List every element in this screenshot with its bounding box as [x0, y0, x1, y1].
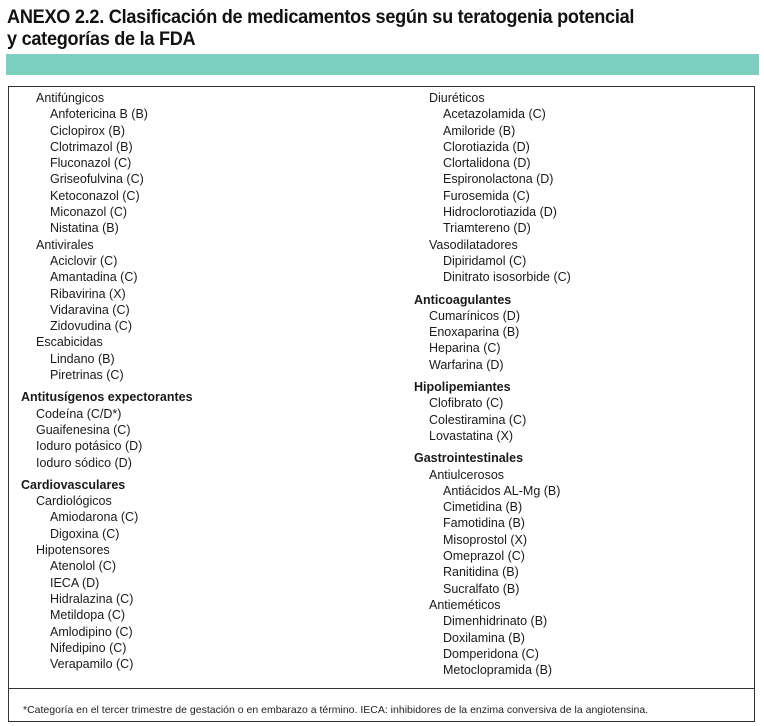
subgroup-item: Heparina (C) [429, 341, 501, 356]
drug-item: Vidaravina (C) [50, 302, 130, 317]
subgroup-item: Antivirales [36, 237, 94, 252]
subgroup-item: Hipotensores [36, 543, 110, 558]
drug-item: Sucralfato (B) [443, 581, 520, 596]
drug-item: Misoprostol (X) [443, 532, 528, 547]
section-heading: Hipolipemiantes [414, 380, 511, 395]
subgroup-item: Diuréticos [429, 91, 485, 105]
drug-item: Zidovudina (C) [50, 319, 132, 334]
subgroup-item: Ioduro sódico (D) [36, 455, 132, 470]
drug-item: Fluconazol (C) [50, 156, 132, 171]
subgroup-item: Clofibrato (C) [429, 396, 504, 411]
drug-item: Hidralazina (C) [50, 591, 134, 606]
subgroup-item: Cardiológicos [36, 494, 112, 509]
drug-item: Nistatina (B) [50, 221, 119, 236]
drug-item: Amlodipino (C) [50, 624, 133, 639]
drug-item: Digoxina (C) [50, 526, 120, 541]
drug-item: Triamtereno (D) [443, 221, 531, 236]
drug-item: Atenolol (C) [50, 559, 116, 574]
drug-item: Acetazolamida (C) [443, 107, 546, 122]
drug-item: Piretrinas (C) [50, 368, 124, 383]
drug-item: Amiloride (B) [443, 123, 516, 138]
accent-band [6, 54, 759, 75]
drug-item: Lindano (B) [50, 351, 115, 366]
drug-item: Metoclopramida (B) [443, 663, 553, 678]
subgroup-item: Antieméticos [429, 597, 501, 612]
subgroup-item: Antiulcerosos [429, 467, 505, 482]
drug-item: Verapamilo (C) [50, 657, 134, 672]
drug-item: Nifedipino (C) [50, 640, 127, 655]
subgroup-item: Warfarina (D) [429, 357, 504, 372]
page-title [7, 6, 705, 50]
drug-item: Ciclopirox (B) [50, 123, 126, 138]
drug-item: Dipiridamol (C) [443, 253, 527, 268]
section-heading: Gastrointestinales [414, 451, 524, 466]
drug-item: Espironolactona (D) [443, 172, 554, 187]
drug-item: Cimetidina (B) [443, 500, 523, 515]
drug-item: Furosemida (C) [443, 188, 530, 203]
subgroup-item: Antifúngicos [36, 91, 105, 105]
drug-item: Ribavirina (X) [50, 286, 126, 301]
section-heading: Cardiovasculares [21, 477, 126, 492]
footnote: *Categoría en el tercer trimestre de gestación o en embarazo a término. IECA: inhibidores de la enzima conversiva de la angiotensina. [23, 704, 649, 716]
drug-item: Dinitrato isosorbide (C) [443, 270, 571, 285]
title-line-2: y categorías de la FDA [7, 28, 196, 50]
drug-item: Clotrimazol (B) [50, 139, 133, 154]
drug-item: Famotidina (B) [443, 516, 525, 531]
subgroup-item: Guaifenesina (C) [36, 422, 131, 437]
drug-item: Ranitidina (B) [443, 565, 519, 580]
subgroup-item: Ioduro potásico (D) [36, 439, 143, 454]
subgroup-item: Colestiramina (C) [429, 412, 527, 427]
drug-item: Aciclovir (C) [50, 253, 118, 268]
drug-item: Miconazol (C) [50, 205, 128, 220]
drug-item: Hidroclorotiazida (D) [443, 205, 557, 220]
drug-item: Amiodarona (C) [50, 510, 139, 525]
drug-item: Ketoconazol (C) [50, 188, 140, 203]
footnote-box [8, 689, 755, 722]
drug-item: Omeprazol (C) [443, 549, 525, 564]
subgroup-item: Cumarínicos (D) [429, 308, 520, 323]
drug-item: Metildopa (C) [50, 608, 126, 623]
drug-item: Domperidona (C) [443, 646, 539, 661]
title-line-1: ANEXO 2.2. Clasificación de medicamentos según su teratogenia potencial [7, 6, 635, 28]
subgroup-item: Lovastatina (X) [429, 428, 514, 443]
drug-item: Antiácidos AL-Mg (B) [443, 483, 561, 498]
left-column [21, 90, 391, 672]
drug-item: Anfotericina B (B) [50, 107, 148, 122]
drug-item: Clortalidona (D) [443, 156, 531, 171]
subgroup-item: Enoxaparina (B) [429, 325, 520, 340]
drug-table [8, 86, 755, 689]
drug-item: Dimenhidrinato (B) [443, 614, 548, 629]
drug-item: Doxilamina (B) [443, 630, 525, 645]
drug-item: Griseofulvina (C) [50, 172, 144, 187]
right-column [414, 90, 744, 678]
drug-item: IECA (D) [50, 575, 100, 590]
drug-item: Amantadina (C) [50, 270, 138, 285]
subgroup-item: Vasodilatadores [429, 237, 518, 252]
subgroup-item: Codeína (C/D*) [36, 406, 122, 421]
section-heading: Anticoagulantes [414, 292, 512, 307]
section-heading: Antitusígenos expectorantes [21, 390, 193, 405]
subgroup-item: Escabicidas [36, 335, 103, 350]
drug-item: Clorotiazida (D) [443, 139, 530, 154]
